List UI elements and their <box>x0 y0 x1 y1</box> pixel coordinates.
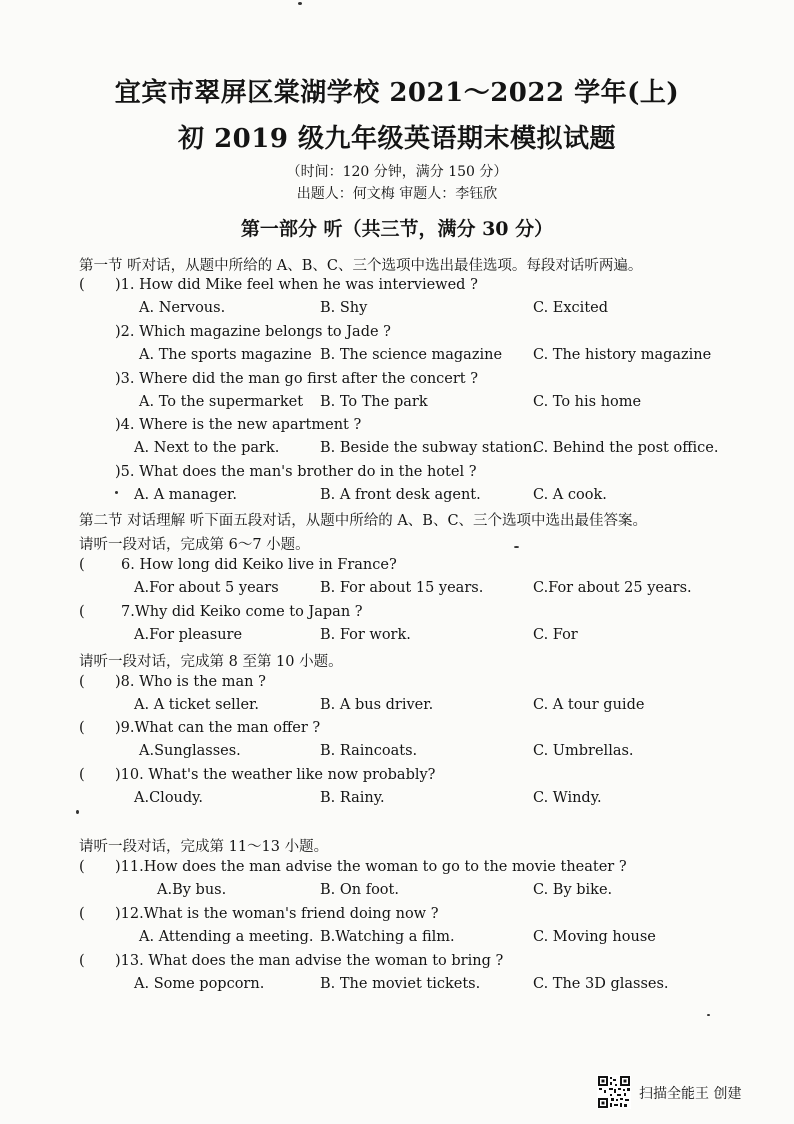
option-c: C. A cook. <box>533 487 607 503</box>
option-c: C. Moving house <box>533 929 656 945</box>
option-b: B. Rainy. <box>320 790 385 806</box>
question-12-options <box>79 929 779 951</box>
question-text: )10. What's the weather like now probably? <box>115 767 436 783</box>
section2-instructions: 第二节 对话理解 听下面五段对话，从题中所给的 A、B、C、三个选项中选出最佳答案。 <box>79 513 648 529</box>
answer-paren[interactable]: ( <box>79 767 85 783</box>
question-8-options <box>79 697 779 719</box>
question-text: )12.What is the woman's friend doing now ? <box>115 906 439 922</box>
exam-title-line1: 宜宾市翠屏区棠湖学校 2021～2022 学年(上) <box>114 78 680 108</box>
option-b: B. For about 15 years. <box>320 580 484 596</box>
answer-paren[interactable]: ( <box>79 674 85 690</box>
answer-paren[interactable]: ( <box>79 906 85 922</box>
option-c: C. Excited <box>533 300 609 316</box>
question-6-options <box>79 580 779 602</box>
option-c: C. For <box>533 627 578 643</box>
question-4 <box>79 417 779 439</box>
option-a: A. A manager. <box>134 487 237 503</box>
option-a: A. Some popcorn. <box>134 976 265 992</box>
option-a: A.Sunglasses. <box>139 743 241 759</box>
scan-speck <box>115 491 118 494</box>
group-8-10-instructions: 请听一段对话，完成第 8 至第 10 小题。 <box>79 654 343 670</box>
option-a: A.Cloudy. <box>134 790 204 806</box>
question-11 <box>79 859 779 881</box>
question-1 <box>79 277 779 299</box>
question-1-options <box>79 300 779 322</box>
question-7-options <box>79 627 779 649</box>
question-3-options <box>79 394 779 416</box>
option-a: A. Next to the park. <box>134 440 280 456</box>
question-10 <box>79 767 779 789</box>
option-a: A. Attending a meeting. <box>139 929 314 945</box>
option-a: A.For about 5 years <box>134 580 279 596</box>
question-text: )3. Where did the man go first after the concert ? <box>115 371 479 387</box>
group-11-13-instructions: 请听一段对话，完成第 11～13 小题。 <box>79 839 329 855</box>
answer-paren[interactable]: ( <box>79 720 85 736</box>
question-4-options <box>79 440 779 462</box>
question-13-options <box>79 976 779 998</box>
question-9 <box>79 720 779 742</box>
scan-speck <box>707 1014 710 1016</box>
question-text: )8. Who is the man ? <box>115 674 266 690</box>
option-b: B. On foot. <box>320 882 399 898</box>
option-a: A. Nervous. <box>139 300 226 316</box>
question-text: )11.How does the man advise the woman to go to the movie theater ? <box>115 859 627 875</box>
option-c: C. The history magazine <box>533 347 712 363</box>
question-5-options <box>79 487 779 509</box>
option-b: B. Raincoats. <box>320 743 418 759</box>
option-b: B. Beside the subway station. <box>320 440 537 456</box>
scanner-credit-text: 扫描全能王 创建 <box>639 1086 742 1102</box>
question-13 <box>79 953 779 975</box>
question-8 <box>79 674 779 696</box>
option-b: B.Watching a film. <box>320 929 455 945</box>
scan-speck <box>514 546 519 548</box>
option-a: A.For pleasure <box>134 627 243 643</box>
option-c: C.For about 25 years. <box>533 580 692 596</box>
question-12 <box>79 906 779 928</box>
option-b: B. The moviet tickets. <box>320 976 481 992</box>
question-text: 6. How long did Keiko live in France? <box>121 557 397 573</box>
question-text: )2. Which magazine belongs to Jade ? <box>115 324 391 340</box>
question-text: )4. Where is the new apartment ? <box>115 417 362 433</box>
answer-paren[interactable]: ( <box>79 859 85 875</box>
part1-title: 第一部分 听（共三节，满分 30 分） <box>240 218 554 240</box>
option-a: A. The sports magazine <box>139 347 312 363</box>
question-7 <box>79 604 779 626</box>
exam-authors: 出题人：何文梅 审题人：李钰欣 <box>296 186 498 202</box>
option-b: B. The science magazine <box>320 347 503 363</box>
scan-speck <box>298 2 302 5</box>
option-b: B. For work. <box>320 627 411 643</box>
option-c: C. To his home <box>533 394 642 410</box>
qr-code-icon <box>597 1075 631 1109</box>
option-c: C. Umbrellas. <box>533 743 634 759</box>
option-a: A. A ticket seller. <box>134 697 259 713</box>
option-b: B. Shy <box>320 300 368 316</box>
question-2 <box>79 324 779 346</box>
option-b: B. A front desk agent. <box>320 487 481 503</box>
option-a: A.By bus. <box>157 882 227 898</box>
question-text: )9.What can the man offer ? <box>115 720 321 736</box>
option-a: A. To the supermarket <box>139 394 304 410</box>
exam-title-line2: 初 2019 级九年级英语期末模拟试题 <box>178 124 616 154</box>
option-c: C. Behind the post office. <box>533 440 719 456</box>
question-9-options <box>79 743 779 765</box>
answer-paren[interactable]: ( <box>79 277 85 293</box>
question-3 <box>79 371 779 393</box>
scan-speck <box>76 810 79 814</box>
option-b: B. A bus driver. <box>320 697 434 713</box>
option-c: C. By bike. <box>533 882 613 898</box>
question-10-options <box>79 790 779 812</box>
option-c: C. Windy. <box>533 790 602 806</box>
option-c: C. The 3D glasses. <box>533 976 669 992</box>
section1-instructions: 第一节 听对话，从题中所给的 A、B、C、三个选项中选出最佳选项。每段对话听两遍。 <box>79 258 643 274</box>
question-text: )13. What does the man advise the woman to bring ? <box>115 953 504 969</box>
question-11-options <box>79 882 779 904</box>
answer-paren[interactable]: ( <box>79 557 85 573</box>
question-5 <box>79 464 779 486</box>
option-b: B. To The park <box>320 394 428 410</box>
question-text: 7.Why did Keiko come to Japan ? <box>121 604 363 620</box>
scanner-watermark <box>597 1075 777 1111</box>
group-6-7-instructions: 请听一段对话，完成第 6～7 小题。 <box>79 537 310 553</box>
exam-time-info: （时间：120 分钟，满分 150 分） <box>286 164 508 180</box>
question-text: )1. How did Mike feel when he was interviewed ? <box>115 277 478 293</box>
question-6 <box>79 557 779 579</box>
answer-paren[interactable]: ( <box>79 604 85 620</box>
option-c: C. A tour guide <box>533 697 645 713</box>
question-text: )5. What does the man's brother do in the hotel ? <box>115 464 477 480</box>
answer-paren[interactable]: ( <box>79 953 85 969</box>
question-2-options <box>79 347 779 369</box>
